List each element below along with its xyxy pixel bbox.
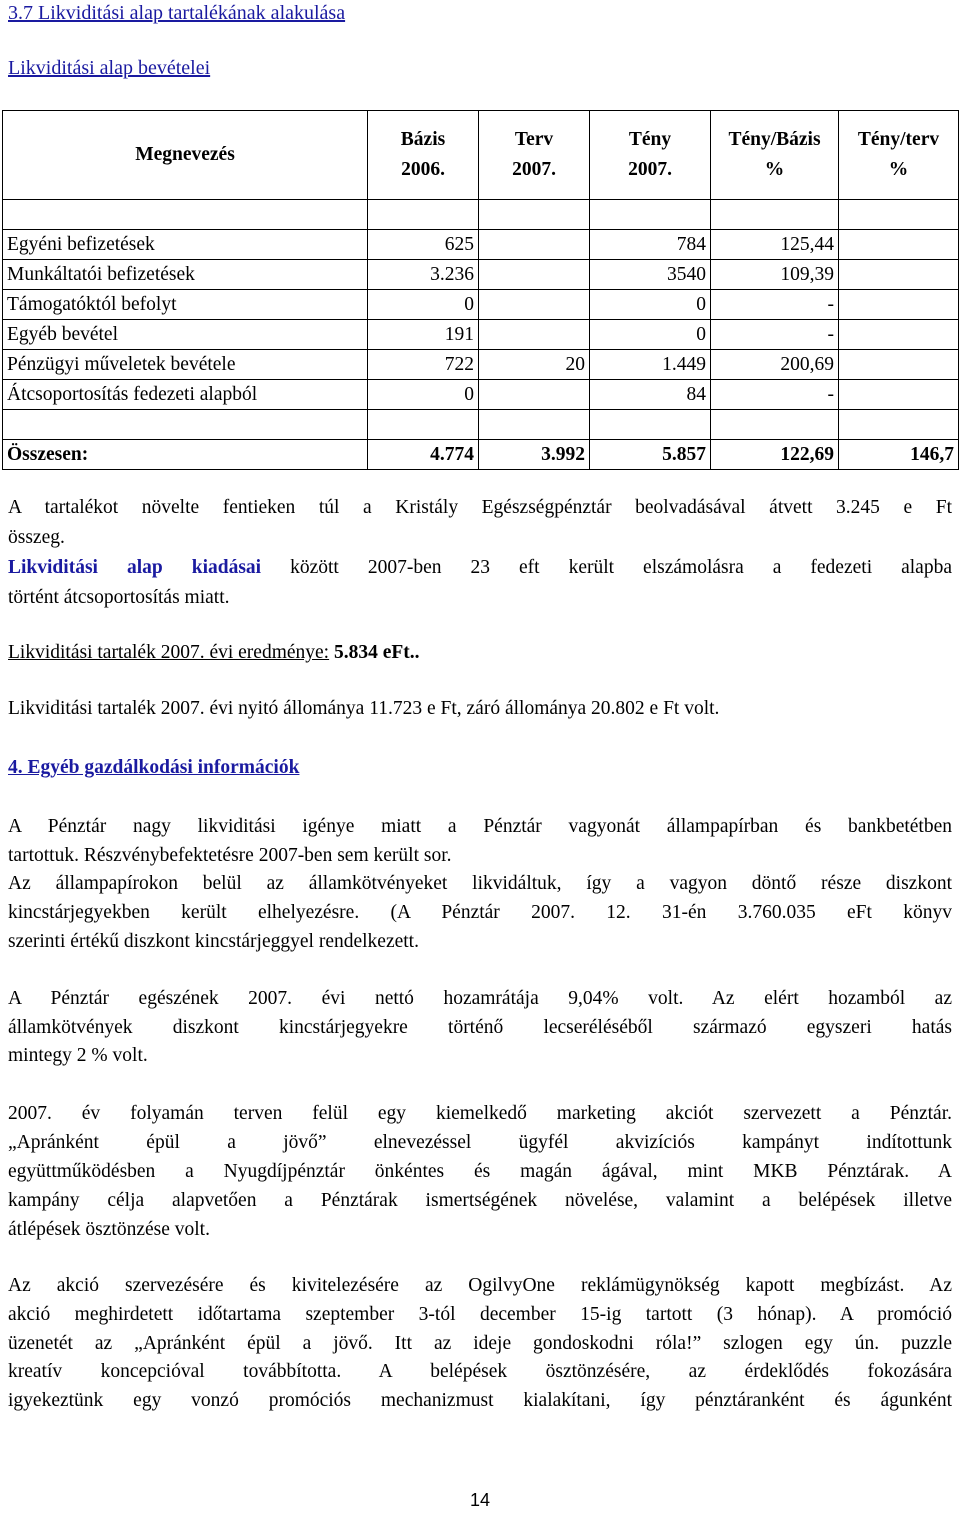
row-name: Támogatóktól befolyt [3,290,368,320]
p4d-line1: 2007. év folyamán terven felül egy kiemelkedő marketing akciót szervezett a Pénztár. [8,1103,952,1124]
total-plan: 3.992 [479,440,590,470]
row-base: 191 [368,320,479,350]
section4-title: 4. Egyéb gazdálkodási információk [8,757,300,778]
table-spacer-row [3,200,959,230]
row-actual-base: 109,39 [711,260,839,290]
p4b-line3: szerinti értékű diszkont kincstárjeggyel rendelkezett. [8,931,419,952]
total-actual-plan: 146,7 [839,440,959,470]
table-row [3,260,959,290]
para2-line1 [8,557,952,579]
result-line [8,642,420,664]
table-row [3,350,959,380]
result-value: 5.834 eFt.. [329,642,420,663]
p4a-line2: tartottuk. Részvénybefektetésre 2007-ben sem került sor. [8,845,452,866]
row-name: Átcsoportosítás fedezeti alapból [3,380,368,410]
row-actual-base: 200,69 [711,350,839,380]
header-name: Megnevezés [3,111,368,200]
balance-line: Likviditási tartalék 2007. évi nyitó állománya 11.723 e Ft, záró állománya 20.802 e Ft volt. [8,698,720,719]
p4c-line3: mintegy 2 % volt. [8,1045,148,1066]
row-base: 722 [368,350,479,380]
row-actual: 0 [590,320,711,350]
p4b-line2: kincstárjegyekben került elhelyezésre. (A Pénztár 2007. 12. 31-én 3.760.035 eFt könyv [8,902,952,923]
row-plan [479,230,590,260]
p4b-line1: Az állampapírokon belül az államkötvényeket likvidáltuk, így a vagyon döntő része diszkont [8,873,952,894]
header-actual: Tény 2007. [590,111,711,200]
table-row [3,230,959,260]
row-actual: 3540 [590,260,711,290]
row-plan [479,260,590,290]
row-plan [479,380,590,410]
para2-bold: Likviditási alap kiadásai [8,557,262,578]
row-actual-base: 125,44 [711,230,839,260]
section-title: 3.7 Likviditási alap tartalékának alakulása [8,2,346,24]
row-name: Pénzügyi műveletek bevétele [3,350,368,380]
row-plan [479,290,590,320]
row-actual-base: - [711,380,839,410]
row-actual-plan [839,290,959,320]
row-plan: 20 [479,350,590,380]
row-name: Egyéni befizetések [3,230,368,260]
table-row [3,290,959,320]
header-actual-base: Tény/Bázis % [711,111,839,200]
row-actual: 1.449 [590,350,711,380]
total-base: 4.774 [368,440,479,470]
total-actual: 5.857 [590,440,711,470]
p4e-line4: kreatív koncepcióval továbbította. A belépések ösztönzésére, az érdeklődés fokozására [8,1361,952,1382]
row-name: Munkáltatói befizetések [3,260,368,290]
p4e-line2: akció meghirdetett időtartama szeptember 3-tól december 15-ig tartott (3 hónap). A promóció [8,1304,952,1325]
row-base: 3.236 [368,260,479,290]
row-actual-plan [839,320,959,350]
p4e-line5: igyekeztünk egy vonzó promóciós mechanizmust kialakítani, így pénztáranként és águnként [8,1390,952,1411]
subtitle: Likviditási alap bevételei [8,57,211,79]
row-name: Egyéb bevétel [3,320,368,350]
para1-line1: A tartalékot növelte fentieken túl a Kristály Egészségpénztár beolvadásával átvett 3.245 e Ft [8,497,952,518]
row-base: 0 [368,290,479,320]
p4d-line3: együttműködésben a Nyugdíjpénztár önkéntes és magán ágával, mint MKB Pénztárak. A [8,1161,952,1182]
header-plan: Terv 2007. [479,111,590,200]
p4e-line1: Az akció szervezésére és kivitelezésére az OgilvyOne reklámügynökség kapott megbízást. Az [8,1275,952,1296]
header-actual-plan: Tény/terv % [839,111,959,200]
revenue-table [2,110,959,470]
row-actual: 0 [590,290,711,320]
p4c-line1: A Pénztár egészének 2007. évi nettó hozamrátája 9,04% volt. Az elért hozamból az [8,988,952,1009]
p4e-line3: üzenetét az „Apránként épül a jövő. Itt az ideje gondoskodni róla!” szlogen egy ún. puzzle [8,1333,952,1354]
row-actual-plan [839,350,959,380]
row-actual-plan [839,380,959,410]
para2-line2: történt átcsoportosítás miatt. [8,587,230,608]
table-spacer-row [3,410,959,440]
row-actual-base: - [711,290,839,320]
row-base: 0 [368,380,479,410]
row-actual: 784 [590,230,711,260]
row-actual-plan [839,230,959,260]
total-name: Összesen: [3,440,368,470]
p4c-line2: államkötvények diszkont kincstárjegyekre történő lecseréléséből származó egyszeri hatás [8,1017,952,1038]
p4d-line2: „Apránként épül a jövő” elnevezéssel ügyfél akvizíciós kampányt indítottunk [8,1132,952,1153]
table-row [3,320,959,350]
table-header-row [3,111,959,200]
p4d-line4: kampány célja alapvetően a Pénztárak ismertségének növelése, valamint a belépések illetve [8,1190,952,1211]
para2-rest: között 2007-ben 23 eft került elszámolásra a fedezeti alapba [261,557,952,578]
header-base: Bázis 2006. [368,111,479,200]
row-base: 625 [368,230,479,260]
para1-line2: összeg. [8,527,65,548]
row-plan [479,320,590,350]
p4d-line5: átlépések ösztönzése volt. [8,1219,210,1240]
result-label: Likviditási tartalék 2007. évi eredménye: [8,642,330,663]
table-total-row [3,440,959,470]
row-actual-plan [839,260,959,290]
total-actual-base: 122,69 [711,440,839,470]
page-number: 14 [469,1490,491,1510]
row-actual: 84 [590,380,711,410]
table-row [3,380,959,410]
p4a-line1: A Pénztár nagy likviditási igénye miatt a Pénztár vagyonát állampapírban és bankbetétben [8,816,952,837]
row-actual-base: - [711,320,839,350]
